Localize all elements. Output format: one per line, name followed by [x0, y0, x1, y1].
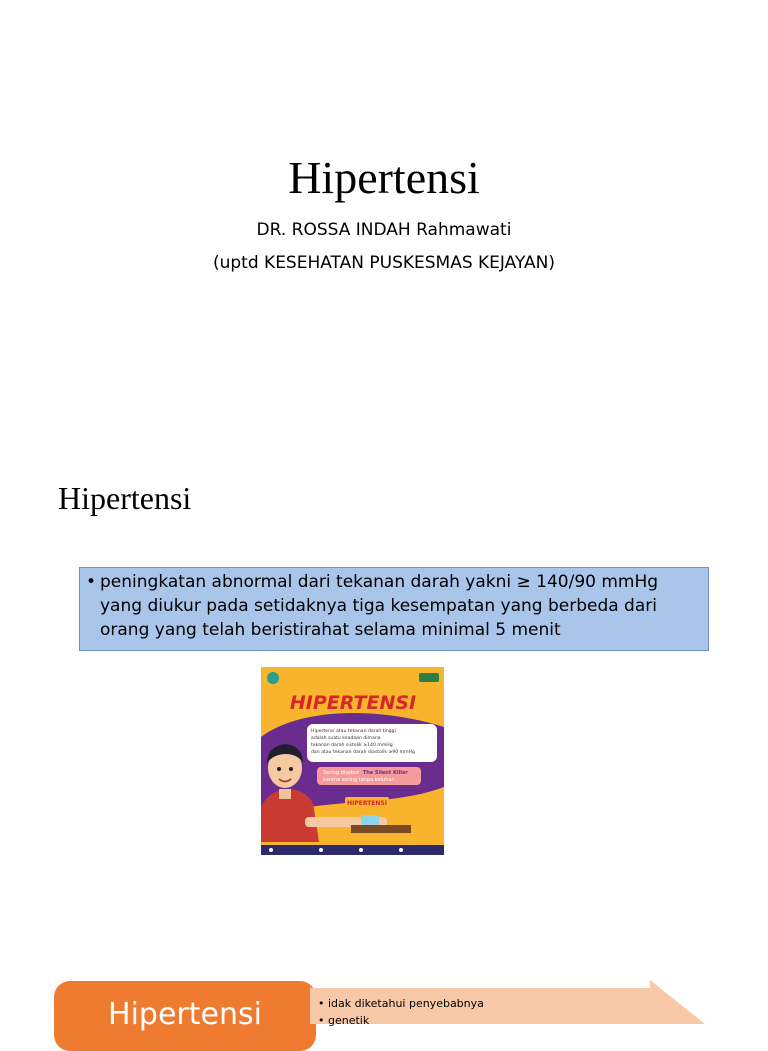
author-affiliation: (uptd KESEHATAN PUSKESMAS KEJAYAN) — [212, 253, 555, 273]
cause-item: • idak diketahui penyebabnya — [318, 997, 484, 1010]
poster-tag: HIPERTENSI — [347, 800, 387, 807]
causes-slide — [0, 880, 768, 1032]
poster-title: HIPERTENSI — [289, 692, 417, 714]
slide-title: Hipertensi — [288, 152, 480, 203]
hipertensi-poster-image — [261, 667, 444, 855]
definition-box — [79, 567, 709, 651]
callout-text: karena sering tanpa keluhan — [323, 777, 395, 783]
slide-title: Hipertensi — [58, 480, 192, 516]
callout-text: Sering disebut — [323, 770, 360, 776]
bullet-marker: • — [86, 572, 97, 592]
definition-slide — [0, 440, 768, 880]
poster-body-line: Hipertensi atau tekanan darah tinggi — [311, 729, 396, 734]
germas-logo-icon — [419, 673, 439, 682]
poster-body-line: tekanan darah sistolik ≥140 mmHg — [311, 743, 393, 748]
cause-item: • genetik — [318, 1014, 370, 1027]
poster-body-line: dan atau tekanan darah diastolik ≥90 mmHg — [311, 750, 415, 755]
pill-label: Hipertensi — [108, 997, 262, 1032]
title-slide — [0, 0, 768, 440]
callout-highlight: The Silent Killer — [362, 770, 408, 776]
author-name: DR. ROSSA INDAH Rahmawati — [256, 220, 512, 240]
ministry-logo-icon — [267, 672, 279, 684]
poster-body-line: adalah suatu keadaan dimana — [311, 736, 381, 741]
definition-text: peningkatan abnormal dari tekanan darah yakni ≥ 140/90 mmHg yang diukur pada setidaknya tiga kesempatan yang berbeda dari orang yang telah beristirahat selama minimal 5 menit — [100, 572, 659, 640]
